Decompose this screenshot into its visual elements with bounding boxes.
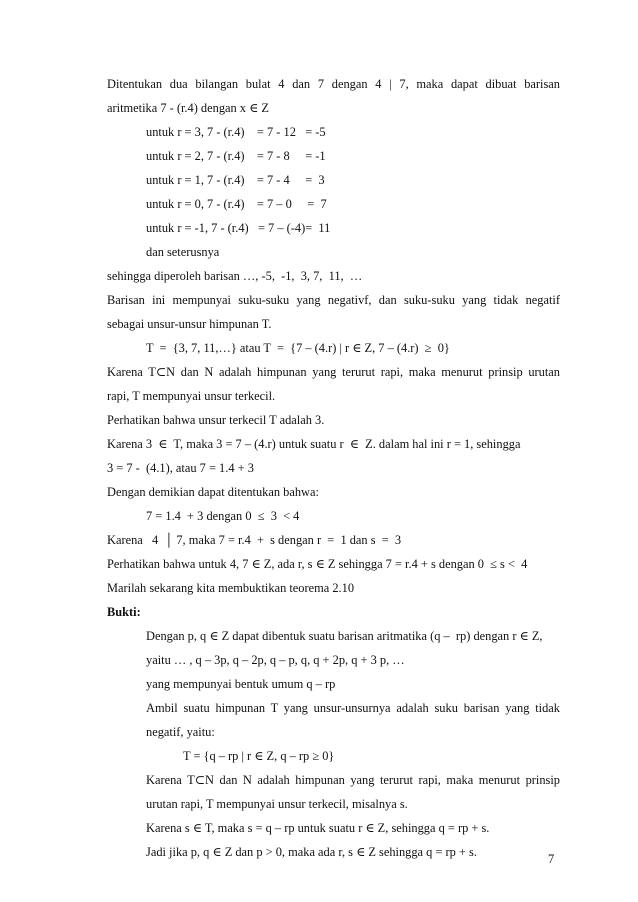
proof-line: negatif, yaitu: — [146, 725, 215, 739]
proof-line: Dengan p, q ∈ Z dapat dibentuk suatu barisan aritmatika (q – rp) dengan r ∈ Z, — [146, 629, 543, 643]
proof-line: urutan rapi, T mempunyai unsur terkecil, misalnya s. — [146, 797, 408, 811]
page-number: 7 — [548, 852, 555, 866]
proof-line: Karena T⊂N dan N adalah himpunan yang terurut rapi, maka menurut prinsip — [146, 773, 560, 787]
paragraph-line: Karena 3 ∈ T, maka 3 = 7 – (4.r) untuk suatu r ∈ Z. dalam hal ini r = 1, sehingga — [107, 437, 521, 451]
proof-line: Karena s ∈ T, maka s = q – rp untuk suatu r ∈ Z, sehingga q = rp + s. — [146, 821, 490, 835]
example-line: untuk r = -1, 7 - (r.4) = 7 – (-4)= 11 — [146, 221, 331, 235]
paragraph-line: Dengan demikian dapat ditentukan bahwa: — [107, 485, 319, 499]
paragraph-line: aritmetika 7 - (r.4) dengan x ∈ Z — [107, 101, 269, 115]
paragraph-line: Perhatikan bahwa untuk 4, 7 ∈ Z, ada r, s ∈ Z sehingga 7 = r.4 + s dengan 0 ≤ s < 4 — [107, 557, 528, 571]
proof-heading: Bukti: — [107, 605, 141, 619]
paragraph-line: rapi, T mempunyai unsur terkecil. — [107, 389, 276, 403]
proof-line: Ambil suatu himpunan T yang unsur-unsurnya adalah suku barisan yang tidak — [146, 701, 560, 715]
paragraph-line: 3 = 7 - (4.1), atau 7 = 1.4 + 3 — [107, 461, 254, 475]
paragraph-line: Karena 4 │ 7, maka 7 = r.4 + s dengan r = 1 dan s = 3 — [107, 533, 402, 547]
paragraph-line: sebagai unsur-unsur himpunan T. — [107, 317, 272, 331]
example-line: dan seterusnya — [146, 245, 220, 259]
example-line: untuk r = 2, 7 - (r.4) = 7 - 8 = -1 — [146, 149, 326, 163]
set-definition: T = {q – rp | r ∈ Z, q – rp ≥ 0} — [183, 749, 335, 763]
paragraph-line: Ditentukan dua bilangan bulat 4 dan 7 dengan 4 | 7, maka dapat dibuat barisan — [107, 77, 560, 91]
proof-line: yaitu … , q – 3p, q – 2p, q – p, q, q + 2p, q + 3 p, … — [146, 653, 405, 667]
paragraph-line: Karena T⊂N dan N adalah himpunan yang terurut rapi, maka menurut prinsip urutan — [107, 365, 560, 379]
paragraph-line: Perhatikan bahwa unsur terkecil T adalah 3. — [107, 413, 325, 427]
example-line: untuk r = 0, 7 - (r.4) = 7 – 0 = 7 — [146, 197, 327, 211]
equation-line: 7 = 1.4 + 3 dengan 0 ≤ 3 < 4 — [146, 509, 300, 523]
set-definition: T = {3, 7, 11,…} atau T = {7 – (4.r) | r ∈ Z, 7 – (4.r) ≥ 0} — [146, 341, 450, 355]
paragraph-line: sehingga diperoleh barisan …, -5, -1, 3, 7, 11, … — [107, 269, 363, 283]
paragraph-line: Barisan ini mempunyai suku-suku yang negativf, dan suku-suku yang tidak negatif — [107, 293, 560, 307]
paragraph-line: Marilah sekarang kita membuktikan teorema 2.10 — [107, 581, 355, 595]
proof-line: Jadi jika p, q ∈ Z dan p > 0, maka ada r, s ∈ Z sehingga q = rp + s. — [146, 845, 477, 859]
proof-line: yang mempunyai bentuk umum q – rp — [146, 677, 336, 691]
example-line: untuk r = 1, 7 - (r.4) = 7 - 4 = 3 — [146, 173, 325, 187]
example-line: untuk r = 3, 7 - (r.4) = 7 - 12 = -5 — [146, 125, 326, 139]
